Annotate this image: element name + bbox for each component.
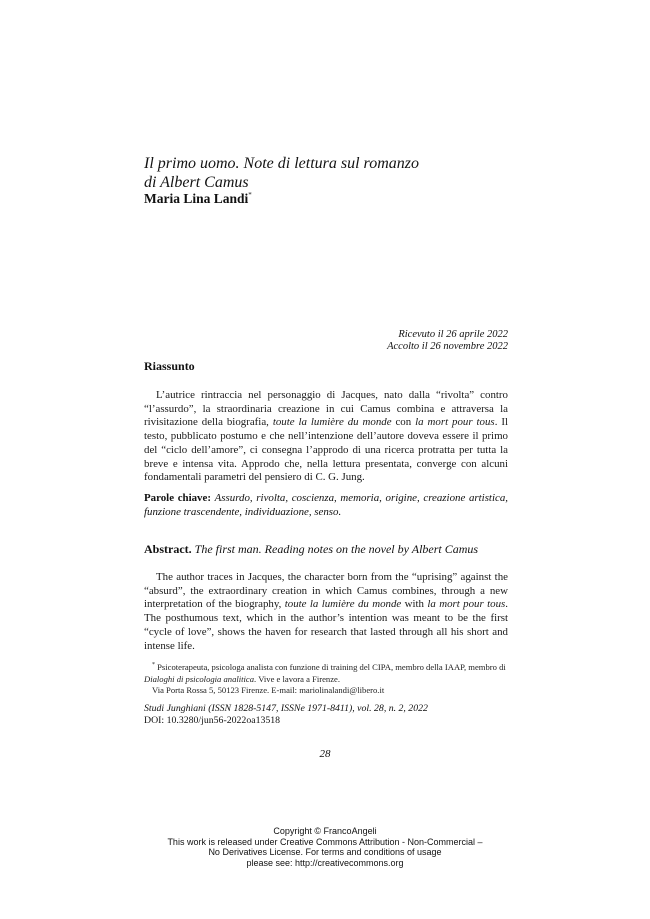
keywords-label: Parole chiave: (144, 492, 211, 504)
abstract-italic-1: toute la lumière du monde (284, 598, 402, 611)
footnote-text-1: Psicoterapeuta, psicologa analista con funzione di training del CIPA, membro della IAAP, membro di (155, 662, 506, 672)
copyright-line-3: No Derivatives License. For terms and conditions of usage (208, 847, 442, 858)
abstract-heading (144, 542, 478, 557)
article-title-line-1: Il primo uomo. Note di lettura sul romanzo (144, 155, 419, 172)
accepted-date: Accolto il 26 novembre 2022 (387, 341, 508, 352)
riassunto-heading: Riassunto (144, 359, 195, 373)
riassunto-body (144, 389, 508, 485)
page-number: 28 (319, 748, 331, 760)
riassunto-paragraph (144, 389, 508, 485)
abstract-italic-2: la mort pour tous (427, 598, 506, 611)
abstract-title: The first man. Reading notes on the novel by Albert Camus (194, 542, 479, 556)
article-title (144, 154, 504, 192)
received-date: Ricevuto il 26 aprile 2022 (398, 329, 508, 340)
abstract-text-3: . The posthumous text, which in the author’s intention was meant to be the first “cycle of love”, shows the haven for research that lasted through all his short and intense life. (144, 598, 508, 652)
journal-citation: Studi Junghiani (ISSN 1828-5147, ISSNe 1971-8411), vol. 28, n. 2, 2022 (144, 703, 428, 714)
journal-doi: DOI: 10.3280/jun56-2022oa13518 (144, 715, 281, 727)
riassunto-italic-2: la mort pour tous (415, 416, 495, 429)
keywords (144, 492, 508, 519)
keywords-text: Assurdo, rivolta, coscienza, memoria, origine, creazione artistica, funzione trascendente, individuazione, senso. (144, 492, 508, 518)
riassunto-text-3: . Il testo, pubblicato postumo e che nell’intenzione dell’autore doveva essere il primo del “ciclo dell’amore”, ci consegna l’approdo di una ricerca protratta per tutta la breve e intensa vita. Approdo che, nella lettura presentata, converge con alcuni fondamentali parametri del pensiero di C. G. Jung. (144, 416, 508, 484)
footnote-italic: Dialoghi di psicologia analitica (144, 673, 255, 684)
author-name (144, 191, 252, 207)
abstract-text-1: The author traces in Jacques, the character born from the “uprising” against the “absurd”, the extraordinary creation in which Camus combines, through a new interpretation of the biography, (144, 571, 508, 611)
copyright-line-4: please see: http://creativecommons.org (246, 857, 404, 868)
footnote-text-2: . Vive e lavora a Firenze. (254, 673, 340, 684)
footnote-mark: * (152, 662, 155, 668)
riassunto-italic-1: toute la lumière du monde (272, 416, 392, 429)
riassunto-text-1: L’autrice rintraccia nel personaggio di Jacques, nato dalla “rivolta” contro “l’assurdo”, la straordinaria creazione in cui Camus combina e attraversa la rivisitazione della biografia, (144, 389, 508, 429)
copyright-notice (100, 826, 550, 868)
submission-dates (300, 329, 508, 353)
footnote-address: Via Porta Rossa 5, 50123 Firenze. E-mail: mariolinalandi@libero.it (152, 685, 385, 696)
article-title-line-2: di Albert Camus (144, 174, 249, 191)
author-name-text: Maria Lina Landi (144, 191, 249, 206)
copyright-line-1: Copyright © FrancoAngeli (273, 826, 377, 836)
author-footnote-mark: * (248, 191, 252, 199)
abstract-text-2: with (401, 598, 428, 611)
author-footnote (144, 660, 508, 697)
riassunto-text-2: con (391, 416, 416, 429)
abstract-label: Abstract. (144, 542, 192, 556)
abstract-body (144, 571, 508, 653)
copyright-line-2: This work is released under Creative Commons Attribution - Non-Commercial – (167, 836, 483, 847)
abstract-paragraph (144, 571, 508, 653)
footnote-bio (144, 660, 508, 685)
journal-info (144, 703, 508, 727)
